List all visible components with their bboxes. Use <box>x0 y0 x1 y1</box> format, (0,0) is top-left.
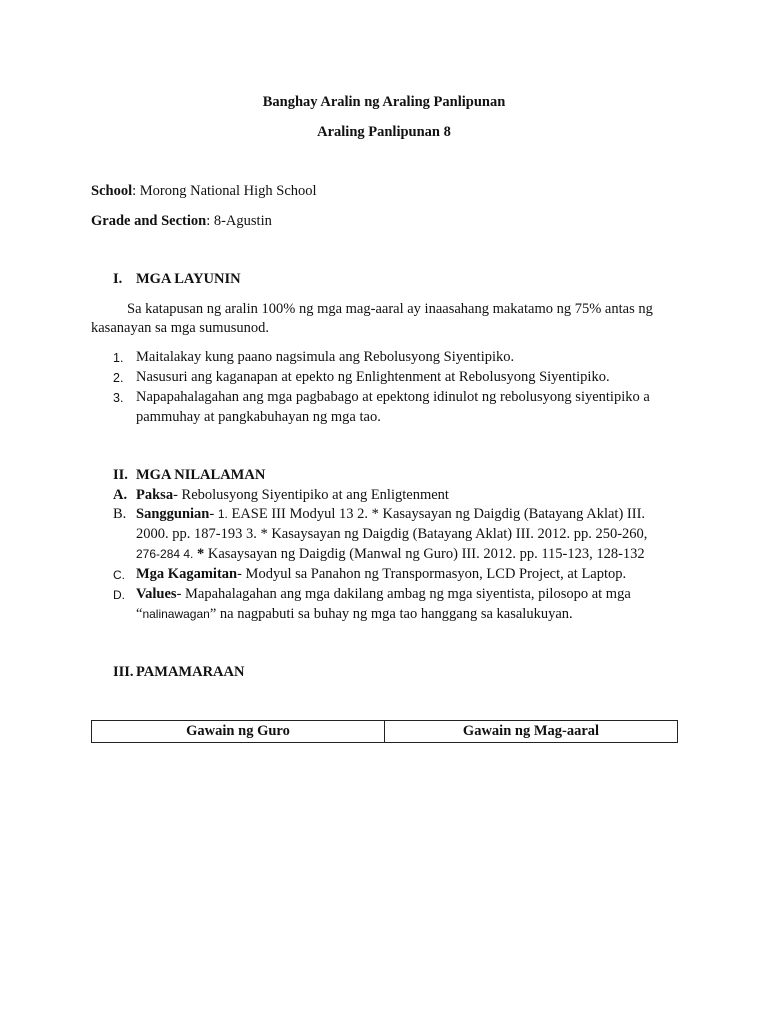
school-line <box>91 183 317 200</box>
item-d-line2 <box>136 606 573 623</box>
item-b-text1: EASE III Modyul 13 2. * Kasaysayan ng Daigdig (Batayang Aklat) III. <box>227 506 646 522</box>
item-d-open-quote: “ <box>136 606 143 622</box>
school-value: : Morong National High School <box>132 183 317 199</box>
item-d-text: - Mapahalagahan ang mga dakilang ambag ng mga siyentista, pilosopo at mga <box>176 586 631 602</box>
grade-value: : 8-Agustin <box>206 213 272 229</box>
item-a-label: Paksa <box>136 487 174 503</box>
document-subtitle: Araling Panlipunan 8 <box>317 124 451 140</box>
item-b-star: * <box>193 546 205 562</box>
table-header-student: Gawain ng Mag-aaral <box>462 723 600 739</box>
item-a-letter: A. <box>113 487 128 503</box>
list-item-text: Maitalakay kung paano nagsimula ang Rebolusyong Siyentipiko. <box>136 349 515 365</box>
item-b-line3 <box>136 546 645 563</box>
item-b-line1 <box>136 506 645 523</box>
section-1-intro-line2: kasanayan sa mga sumusunod. <box>91 320 269 336</box>
item-b-letter: B. <box>113 506 127 522</box>
list-item-number: 2. <box>113 371 124 385</box>
item-c-label: Mga Kagamitan <box>136 566 238 582</box>
school-label: School <box>91 183 133 199</box>
list-item-text: Napapahalagahan ang mga pagbabago at epektong idinulot ng rebolusyong siyentipiko a <box>136 389 650 405</box>
item-c-line <box>136 566 626 583</box>
section-1-title: MGA LAYUNIN <box>136 271 241 287</box>
grade-label: Grade and Section <box>91 213 207 229</box>
item-b-num1: 1. <box>217 507 228 521</box>
grade-line <box>91 213 272 230</box>
item-b-line2: 2000. pp. 187-193 3. * Kasaysayan ng Daigdig (Batayang Aklat) III. 2012. pp. 250-260, <box>136 526 648 542</box>
item-a-line <box>136 487 449 504</box>
activity-table <box>91 720 678 743</box>
section-2-number: II. <box>113 467 128 483</box>
list-item-text-continued: pammuhay at pangkabuhayan ng mga tao. <box>136 409 381 425</box>
table-header-teacher: Gawain ng Guro <box>92 721 385 742</box>
item-c-text: - Modyul sa Panahon ng Transpormasyon, LCD Project, at Laptop. <box>237 566 627 582</box>
item-b-pages: 276-284 4. <box>136 547 194 561</box>
section-1-number: I. <box>113 271 123 287</box>
item-d-rest: ” na nagpabuti sa buhay ng mga tao hanggang sa kasalukuyan. <box>209 606 573 622</box>
item-d-quoted: nalinawagan <box>142 607 210 621</box>
item-d-label: Values <box>136 586 177 602</box>
item-b-label: Sanggunian <box>136 506 210 522</box>
list-item-number: 3. <box>113 391 124 405</box>
list-item-text: Nasusuri ang kaganapan at epekto ng Enlightenment at Rebolusyong Siyentipiko. <box>136 369 610 385</box>
list-item-number: 1. <box>113 351 124 365</box>
item-d-line1 <box>136 586 631 603</box>
item-c-letter: C. <box>113 568 125 582</box>
section-2-title: MGA NILALAMAN <box>136 467 266 483</box>
section-3-title: PAMAMARAAN <box>136 664 245 680</box>
section-3-number: III. <box>113 664 134 680</box>
item-b-dash: - <box>209 506 218 522</box>
document-title: Banghay Aralin ng Araling Panlipunan <box>262 94 506 110</box>
item-b-text3: Kasaysayan ng Daigdig (Manwal ng Guro) III. 2012. pp. 115-123, 128-132 <box>204 546 645 562</box>
item-a-text: - Rebolusyong Siyentipiko at ang Enligtenment <box>173 487 449 503</box>
item-d-letter: D. <box>113 588 125 602</box>
section-1-intro-line1: Sa katapusan ng aralin 100% ng mga mag-aaral ay inaasahang makatamo ng 75% antas ng <box>127 301 653 317</box>
